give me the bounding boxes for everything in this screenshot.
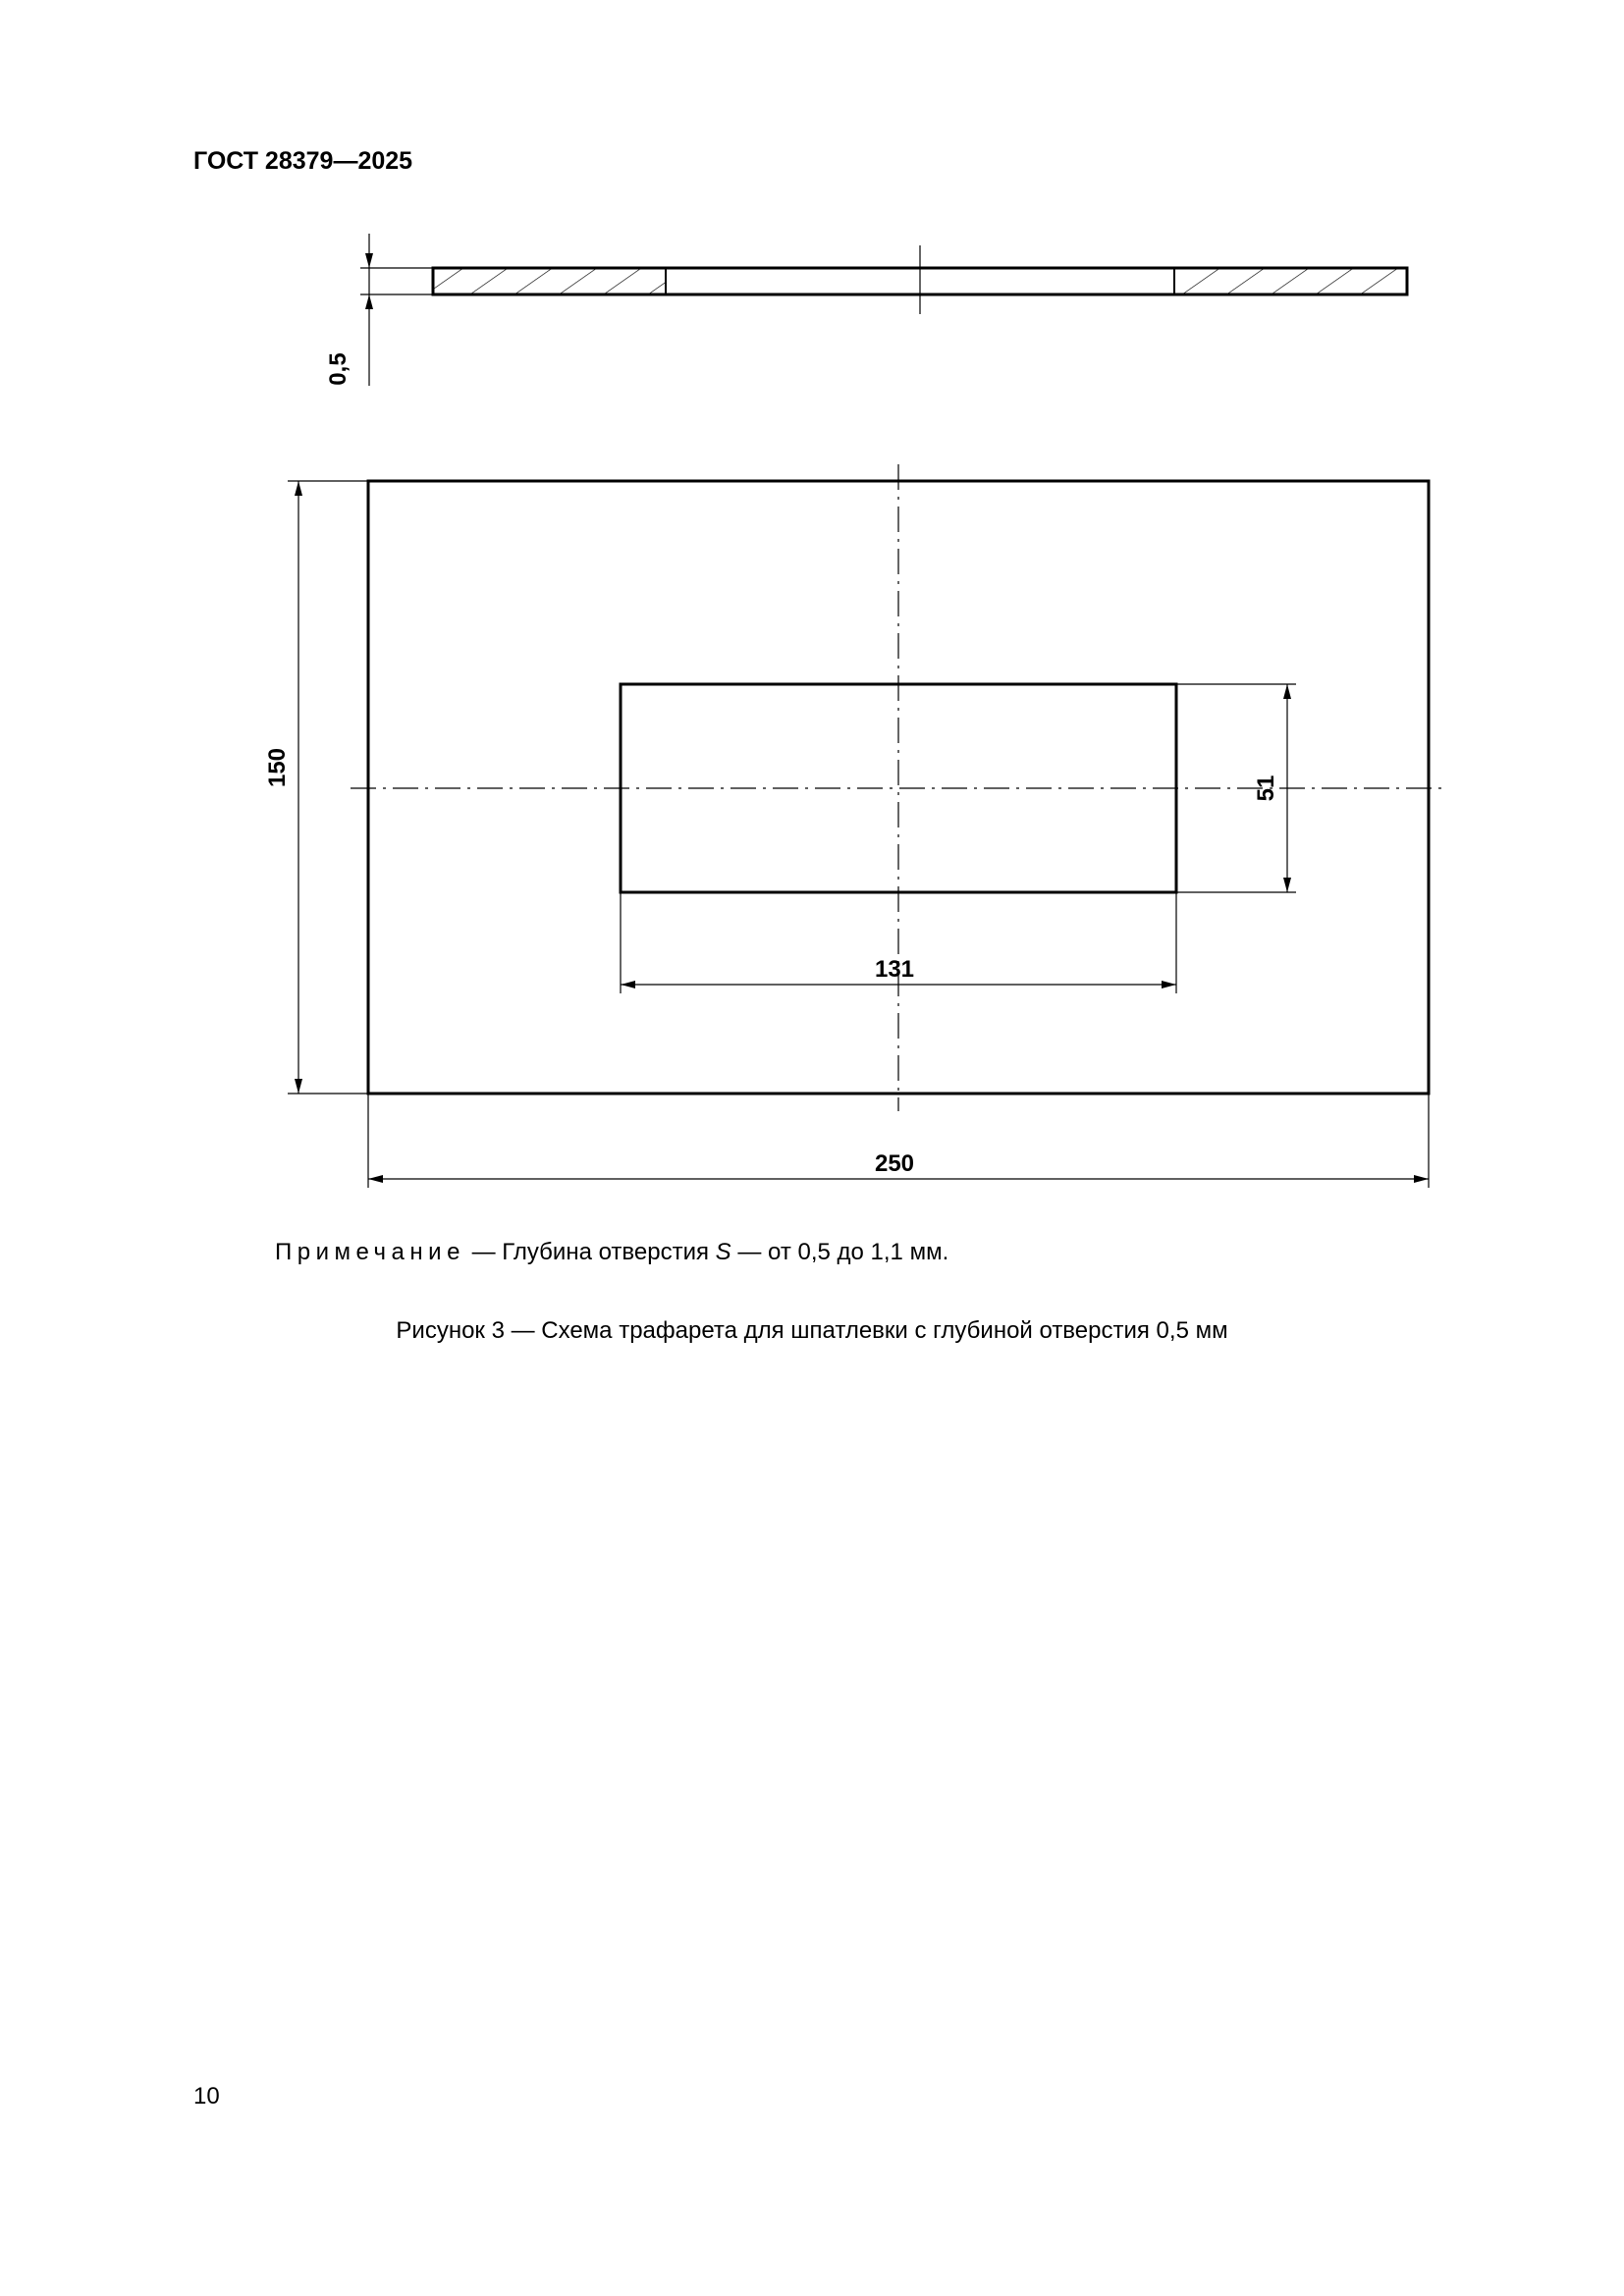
height-arrow-top (295, 481, 302, 496)
thickness-arrow-bottom (365, 294, 373, 309)
thickness-label: 0,5 (325, 352, 352, 386)
plan-view (264, 464, 1446, 1188)
opening-height-arrow-top (1283, 684, 1291, 699)
opening-width-arrow-left (621, 981, 635, 988)
figure-caption: Рисунок 3 — Схема трафарета для шпатлевки с глубиной отверстия 0,5 мм (396, 1317, 1228, 1344)
section-hatch-left (433, 268, 666, 294)
opening-height-arrow-bottom (1283, 878, 1291, 892)
note-symbol: S (715, 1239, 731, 1265)
width-label: 250 (874, 1150, 915, 1177)
opening-width-label: 131 (874, 956, 915, 983)
note-label: Примечание (275, 1239, 465, 1265)
note-text-before: — Глубина отверстия (471, 1239, 716, 1265)
section-view (325, 234, 1407, 386)
opening-height-label: 51 (1253, 774, 1279, 802)
height-label: 150 (264, 747, 291, 788)
note-text-after: — от 0,5 до 1,1 мм. (731, 1239, 949, 1265)
page-number: 10 (193, 2083, 220, 2109)
figure-note (275, 1239, 948, 1266)
width-arrow-right (1414, 1175, 1429, 1183)
section-hatch-right (1174, 268, 1407, 294)
thickness-arrow-top (365, 253, 373, 268)
width-arrow-left (368, 1175, 383, 1183)
height-arrow-bottom (295, 1079, 302, 1094)
document-header: ГОСТ 28379—2025 (193, 147, 413, 175)
opening-width-arrow-right (1162, 981, 1176, 988)
